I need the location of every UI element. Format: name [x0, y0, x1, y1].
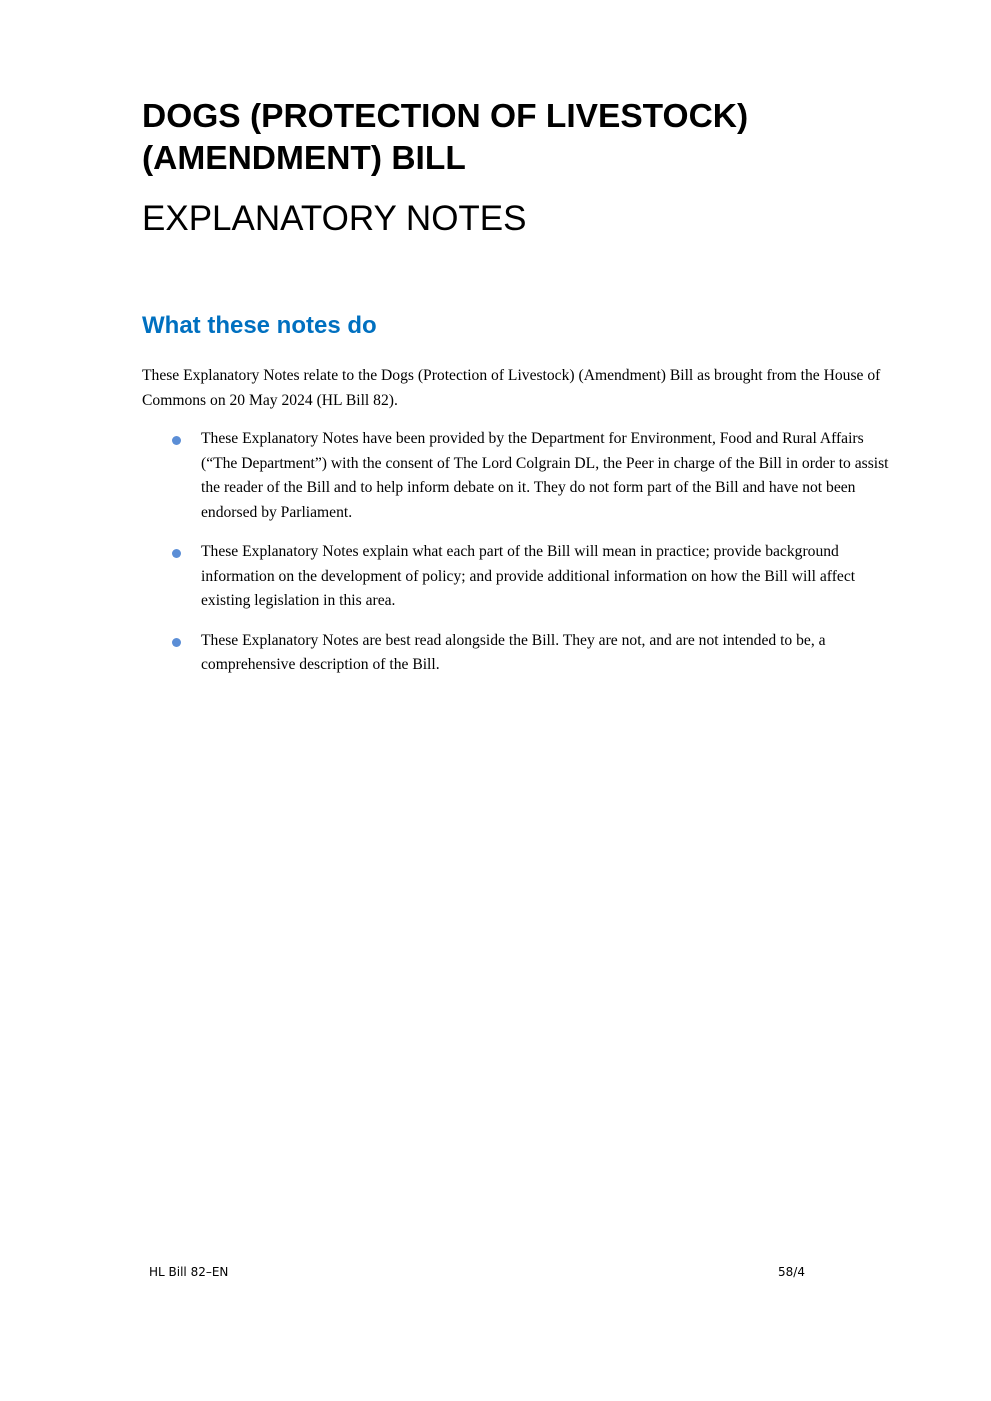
- bill-title: [142, 96, 902, 180]
- section-heading: What these notes do: [142, 312, 377, 339]
- intro-paragraph: These Explanatory Notes relate to the Dogs (Protection of Livestock) (Amendment) Bill as brought from the House of Commons on 20 May 2024 (HL Bill 82).: [142, 367, 881, 409]
- bullet-text: These Explanatory Notes are best read alongside the Bill. They are not, and are not intended to be, a comprehensive description of the Bill.: [201, 631, 826, 673]
- bullet-list: [142, 427, 902, 693]
- footer-page-reference: 58/4: [778, 1265, 805, 1279]
- list-item: [142, 629, 902, 678]
- bill-title-line-1: DOGS (PROTECTION OF LIVESTOCK): [142, 98, 749, 135]
- bullet-icon: [172, 436, 181, 445]
- document-subtitle: EXPLANATORY NOTES: [142, 199, 527, 238]
- footer-bill-reference: HL Bill 82–EN: [149, 1265, 229, 1279]
- list-item: [142, 540, 902, 614]
- bullet-text: These Explanatory Notes explain what each part of the Bill will mean in practice; provide background information on the development of policy; and provide additional information on how the Bill will affect existing legislation in this area.: [201, 543, 856, 609]
- bullet-text: These Explanatory Notes have been provided by the Department for Environment, Food and Rural Affairs (“The Department”) with the consent of The Lord Colgrain DL, the Peer in charge of the Bill in order to assist the reader of the Bill and to help inform debate on it. They do not form part of the Bill and have not been endorsed by Parliament.: [201, 430, 889, 521]
- list-item: [142, 427, 902, 525]
- bullet-icon: [172, 638, 181, 647]
- bill-title-line-2: (AMENDMENT) BILL: [142, 140, 466, 177]
- bullet-icon: [172, 549, 181, 558]
